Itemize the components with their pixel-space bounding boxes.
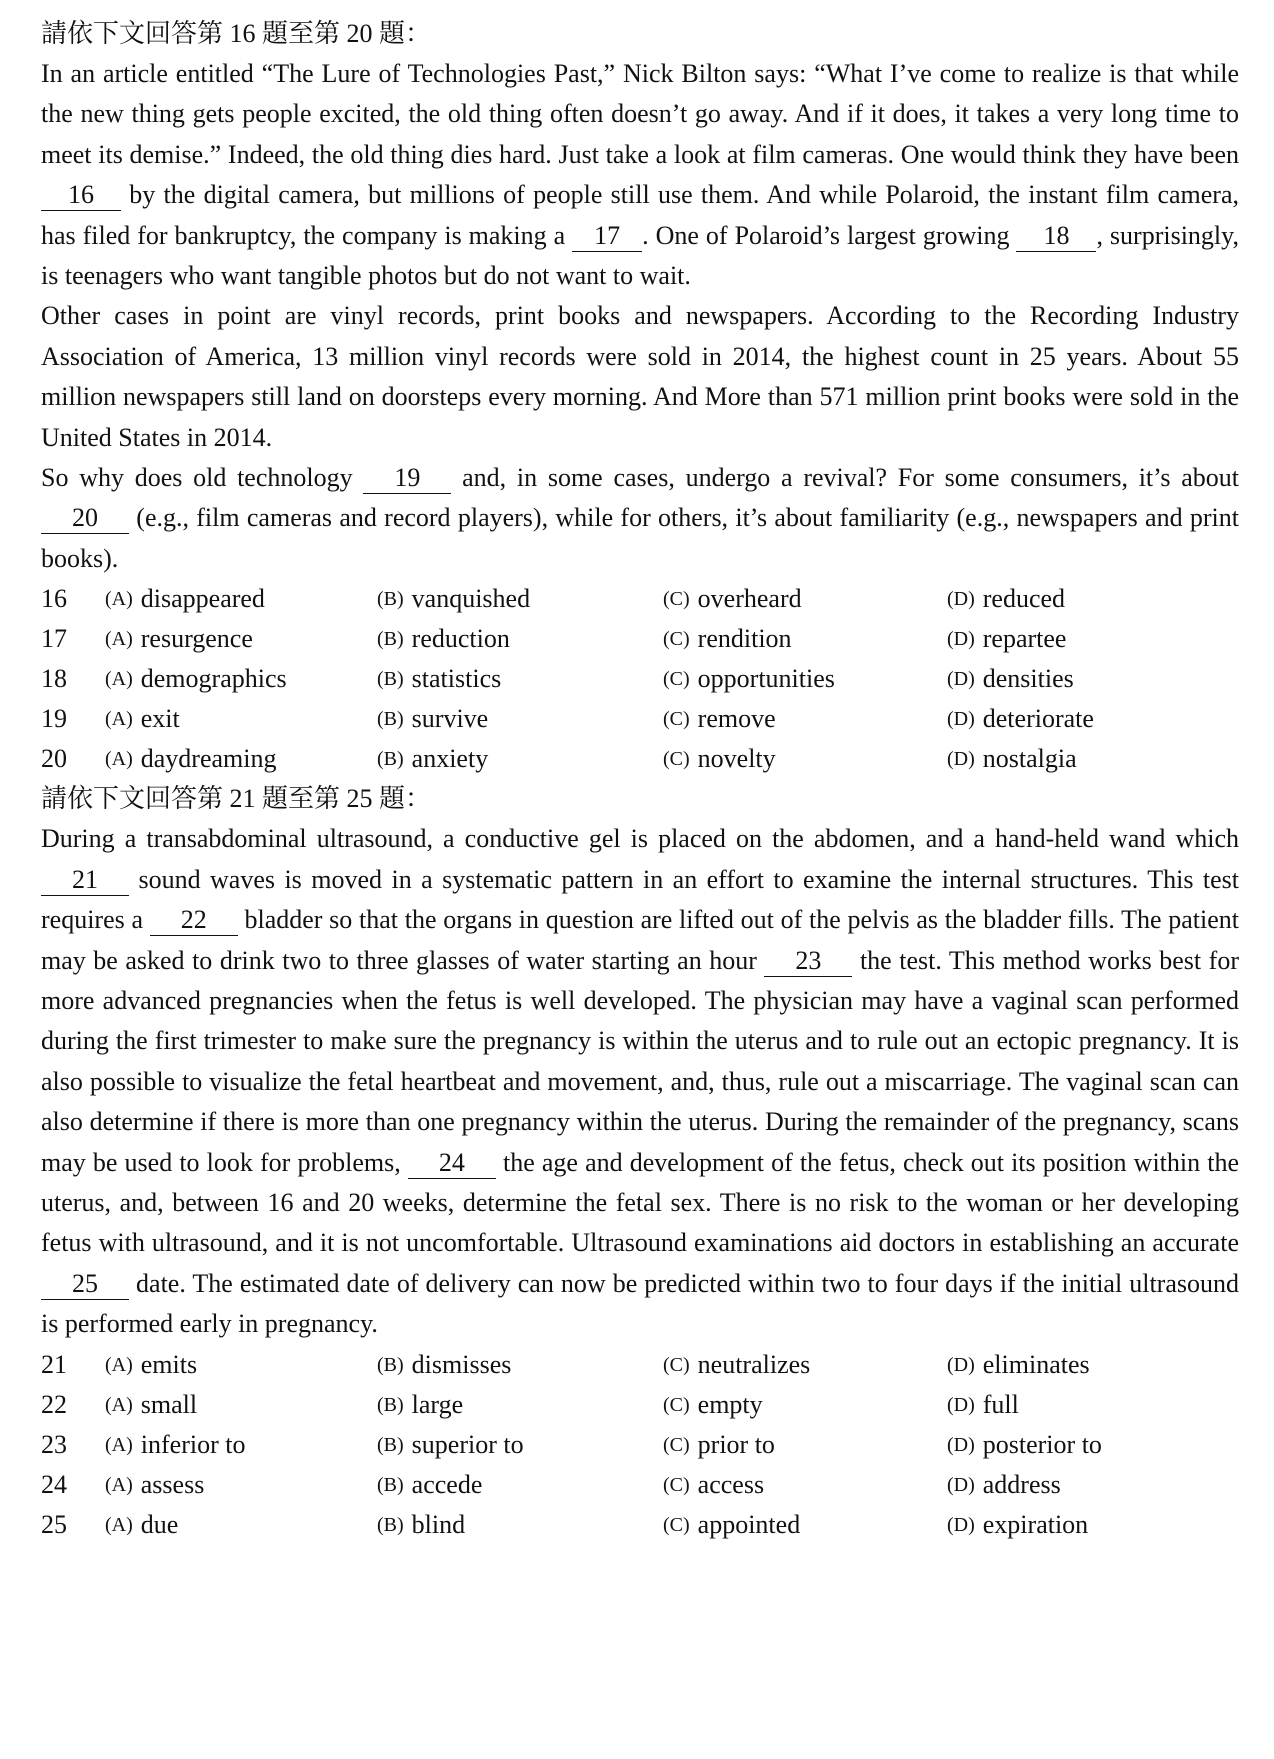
option-c[interactable] — [663, 619, 947, 659]
option-letter: (B) — [377, 588, 404, 611]
blank-18: 18 — [1016, 221, 1096, 252]
option-text: posterior to — [982, 1429, 1102, 1459]
question-number: 23 — [41, 1429, 67, 1459]
option-letter: (D) — [947, 1513, 975, 1536]
option-a[interactable] — [105, 579, 377, 619]
option-b[interactable] — [377, 1465, 663, 1505]
option-letter: (C) — [663, 668, 690, 691]
option-letter: (B) — [377, 748, 404, 771]
question-row — [41, 1345, 1239, 1385]
option-letter: (B) — [377, 628, 404, 651]
option-text: repartee — [982, 624, 1067, 654]
blank-22: 22 — [150, 905, 238, 936]
passage-text: So why does old technology — [41, 463, 364, 493]
option-c[interactable] — [663, 739, 947, 779]
option-text: nostalgia — [982, 744, 1077, 774]
option-b[interactable] — [377, 739, 663, 779]
option-d[interactable] — [947, 619, 1227, 659]
option-text: prior to — [697, 1429, 775, 1459]
option-letter: (A) — [105, 1353, 133, 1376]
question-row — [41, 1465, 1239, 1505]
option-letter: (C) — [663, 628, 690, 651]
passage-text: In an article entitled “The Lure of Technologies Past,” Nick Bilton says: “What I’ve come to realize is that while the new thing gets people excited, the old thing often doesn’t go away. And if it does, it takes a very long time to meet its demise.” Indeed, the old thing dies hard. Just take a look at film cameras. One would think they have been — [41, 59, 1239, 169]
option-letter: (A) — [105, 748, 133, 771]
option-text: inferior to — [140, 1429, 246, 1459]
option-letter: (D) — [947, 708, 975, 731]
option-text: anxiety — [411, 744, 489, 774]
option-text: assess — [140, 1469, 205, 1499]
option-b[interactable] — [377, 1505, 663, 1545]
option-text: vanquished — [411, 584, 531, 614]
option-text: due — [140, 1509, 179, 1539]
blank-17: 17 — [572, 221, 642, 252]
question-number: 18 — [41, 664, 67, 694]
option-text: rendition — [697, 624, 792, 654]
option-text: demographics — [140, 664, 287, 694]
option-letter: (D) — [947, 1473, 975, 1496]
option-d[interactable] — [947, 579, 1227, 619]
question-list-21-25 — [41, 1345, 1239, 1545]
option-d[interactable] — [947, 1345, 1227, 1385]
blank-21: 21 — [41, 865, 129, 896]
option-a[interactable] — [105, 699, 377, 739]
option-text: remove — [697, 704, 776, 734]
option-d[interactable] — [947, 1385, 1227, 1425]
question-list-16-20 — [41, 579, 1239, 779]
question-row — [41, 579, 1239, 619]
option-text: reduction — [411, 624, 510, 654]
question-row — [41, 699, 1239, 739]
passage-text: the test. This method works best for more advanced pregnancies when the fetus is well developed. The physician may have a vaginal scan performed during the first trimester to make sure the pregnancy is within the uterus and to rule out an ectopic pregnancy. It is also possible to visualize the fetal heartbeat and movement, and, thus, rule out a miscarriage. The vaginal scan can also determine if there is more than one pregnancy within the uterus. During the remainder of the pregnancy, scans may be used to look for problems, — [41, 945, 1239, 1177]
passage-text: the age and development of the fetus, check out its position within the uterus, and, between 16 and 20 weeks, determine the fetal sex. There is no risk to the woman or her developing fetus with ultrasound, and it is not uncomfortable. Ultrasound examinations aid doctors in establishing an accurate — [41, 1147, 1239, 1258]
option-letter: (D) — [947, 628, 975, 651]
option-letter: (D) — [947, 1433, 975, 1456]
question-number: 24 — [41, 1469, 67, 1499]
option-b[interactable] — [377, 1345, 663, 1385]
option-text: resurgence — [140, 624, 253, 654]
question-number: 25 — [41, 1509, 67, 1539]
question-number: 19 — [41, 704, 67, 734]
option-d[interactable] — [947, 699, 1227, 739]
option-c[interactable] — [663, 1505, 947, 1545]
question-number: 16 — [41, 584, 67, 614]
option-a[interactable] — [105, 659, 377, 699]
option-letter: (C) — [663, 1353, 690, 1376]
option-letter: (A) — [105, 1513, 133, 1536]
option-letter: (A) — [105, 668, 133, 691]
question-row — [41, 659, 1239, 699]
question-row — [41, 1425, 1239, 1465]
option-c[interactable] — [663, 1465, 947, 1505]
option-text: disappeared — [140, 584, 265, 614]
question-number: 22 — [41, 1389, 67, 1419]
section-heading-21-25: 請依下文回答第 21 題至第 25 題： — [41, 784, 432, 814]
option-a[interactable] — [105, 1505, 377, 1545]
option-c[interactable] — [663, 659, 947, 699]
question-row — [41, 739, 1239, 779]
option-letter: (B) — [377, 1353, 404, 1376]
option-letter: (C) — [663, 1433, 690, 1456]
passage-text: During a transabdominal ultrasound, a conductive gel is placed on the abdomen, and a hand-held wand which — [41, 824, 1239, 854]
passage-paragraph — [41, 458, 1239, 579]
option-text: emits — [140, 1349, 198, 1379]
option-text: dismisses — [411, 1349, 512, 1379]
passage-text: . One of Polaroid’s largest growing — [642, 220, 1017, 250]
option-c[interactable] — [663, 699, 947, 739]
option-text: eliminates — [982, 1349, 1090, 1379]
blank-23: 23 — [764, 946, 852, 977]
option-letter: (B) — [377, 668, 404, 691]
option-letter: (D) — [947, 748, 975, 771]
option-text: opportunities — [697, 664, 835, 694]
option-text: densities — [982, 664, 1074, 694]
option-text: expiration — [982, 1509, 1089, 1539]
option-letter: (A) — [105, 1473, 133, 1496]
option-letter: (A) — [105, 1393, 133, 1416]
option-text: deteriorate — [982, 704, 1094, 734]
option-text: exit — [140, 704, 180, 734]
blank-16: 16 — [41, 180, 121, 211]
option-letter: (C) — [663, 708, 690, 731]
passage-paragraph — [41, 54, 1239, 296]
option-text: blind — [411, 1509, 466, 1539]
option-d[interactable] — [947, 739, 1227, 779]
passage-text: date. The estimated date of delivery can now be predicted within two to four days if the initial ultrasound is performed early in pregnancy. — [41, 1268, 1239, 1339]
question-row — [41, 1385, 1239, 1425]
option-text: reduced — [982, 584, 1066, 614]
exam-content — [41, 14, 1239, 1545]
option-a[interactable] — [105, 1345, 377, 1385]
option-letter: (A) — [105, 708, 133, 731]
blank-25: 25 — [41, 1269, 129, 1300]
option-letter: (A) — [105, 1433, 133, 1456]
option-letter: (B) — [377, 1393, 404, 1416]
option-a[interactable] — [105, 1425, 377, 1465]
option-b[interactable] — [377, 1425, 663, 1465]
option-letter: (A) — [105, 628, 133, 651]
passage-text: (e.g., film cameras and record players), while for others, it’s about familiarity (e.g., newspapers and print books). — [41, 503, 1239, 573]
option-letter: (A) — [105, 588, 133, 611]
question-number: 21 — [41, 1349, 67, 1379]
option-letter: (B) — [377, 1513, 404, 1536]
option-c[interactable] — [663, 1425, 947, 1465]
option-letter: (C) — [663, 1393, 690, 1416]
passage-text: , surprisingly, is teenagers who want tangible photos but do not want to wait. — [41, 220, 1239, 291]
option-text: access — [697, 1469, 765, 1499]
option-letter: (C) — [663, 748, 690, 771]
section-heading-16-20: 請依下文回答第 16 題至第 20 題： — [41, 19, 432, 48]
option-c[interactable] — [663, 579, 947, 619]
option-b[interactable] — [377, 659, 663, 699]
option-letter: (B) — [377, 1473, 404, 1496]
question-number: 20 — [41, 744, 67, 774]
option-letter: (B) — [377, 1433, 404, 1456]
option-b[interactable] — [377, 699, 663, 739]
passage-text: sound waves is moved in a systematic pattern in an effort to examine the internal structures. This test requires a — [41, 864, 1239, 935]
option-c[interactable] — [663, 1345, 947, 1385]
option-a[interactable] — [105, 739, 377, 779]
option-d[interactable] — [947, 1505, 1227, 1545]
passage-text: and, in some cases, undergo a revival? For some consumers, it’s about — [451, 463, 1239, 493]
option-letter: (B) — [377, 708, 404, 731]
option-text: daydreaming — [140, 744, 277, 774]
passage-paragraph — [41, 819, 1239, 1344]
blank-19: 19 — [363, 463, 451, 494]
option-letter: (D) — [947, 1393, 975, 1416]
option-d[interactable] — [947, 1425, 1227, 1465]
option-letter: (C) — [663, 1473, 690, 1496]
question-row — [41, 1505, 1239, 1545]
option-a[interactable] — [105, 1465, 377, 1505]
option-text: empty — [697, 1389, 763, 1419]
option-text: superior to — [411, 1429, 524, 1459]
option-text: neutralizes — [697, 1349, 811, 1379]
option-text: large — [411, 1389, 464, 1419]
option-a[interactable] — [105, 1385, 377, 1425]
option-letter: (C) — [663, 588, 690, 611]
blank-24: 24 — [408, 1148, 496, 1179]
option-text: accede — [411, 1469, 483, 1499]
option-d[interactable] — [947, 659, 1227, 699]
option-letter: (D) — [947, 668, 975, 691]
blank-20: 20 — [41, 503, 129, 534]
option-b[interactable] — [377, 1385, 663, 1425]
passage-text: bladder so that the organs in question are lifted out of the pelvis as the bladder fills. The patient may be asked to drink two to three glasses of water starting an hour — [41, 905, 1240, 975]
question-row — [41, 619, 1239, 659]
option-text: small — [140, 1389, 198, 1419]
option-letter: (D) — [947, 588, 975, 611]
option-text: address — [982, 1469, 1061, 1499]
option-text: overheard — [697, 584, 802, 614]
question-number: 17 — [41, 624, 67, 654]
option-text: novelty — [697, 744, 776, 774]
option-a[interactable] — [105, 619, 377, 659]
option-letter: (C) — [663, 1513, 690, 1536]
option-text: appointed — [697, 1509, 801, 1539]
passage-paragraph: Other cases in point are vinyl records, print books and newspapers. According to the Recording Industry Association of America, 13 million vinyl records were sold in 2014, the highest count in 25 years. About 55 million newspapers still land on doorsteps every morning. And More than 571 million print books were sold in the United States in 2014. — [41, 301, 1239, 452]
option-b[interactable] — [377, 579, 663, 619]
option-b[interactable] — [377, 619, 663, 659]
option-d[interactable] — [947, 1465, 1227, 1505]
option-text: survive — [411, 704, 489, 734]
option-letter: (D) — [947, 1353, 975, 1376]
passage-text: by the digital camera, but millions of people still use them. And while Polaroid, the instant film camera, has filed for bankruptcy, the company is making a — [41, 180, 1239, 250]
option-c[interactable] — [663, 1385, 947, 1425]
option-text: full — [982, 1389, 1019, 1419]
option-text: statistics — [411, 664, 502, 694]
